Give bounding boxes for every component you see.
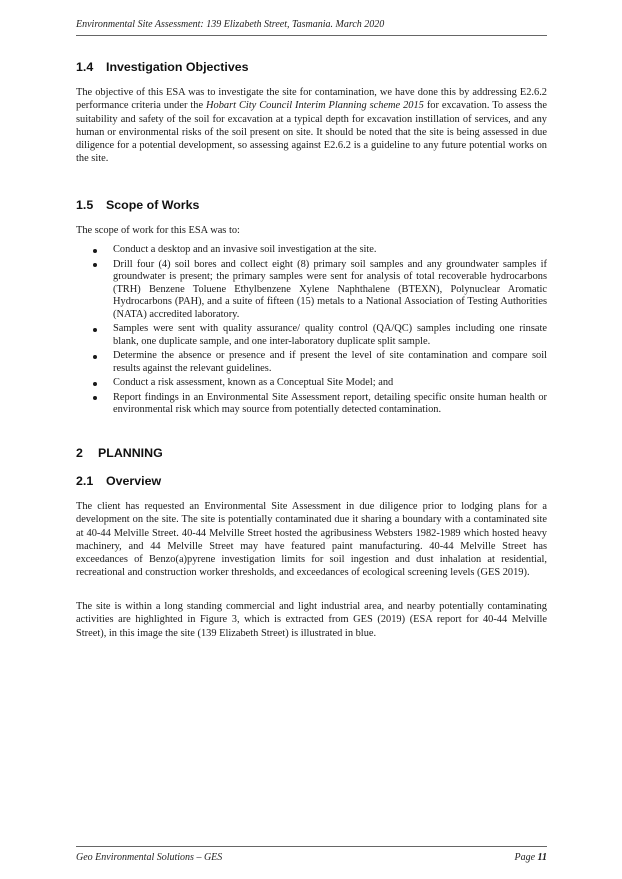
bullet-text: Report findings in an Environmental Site Assessment report, detailing specific onsite human health or environmental risk which may source from potentially detected contamination.	[113, 391, 547, 415]
section-title: Investigation Objectives	[106, 60, 249, 74]
heading-investigation-objectives	[76, 60, 249, 74]
list-item	[76, 259, 547, 322]
footer-page-number	[515, 852, 548, 863]
heading-planning	[76, 446, 163, 460]
objectives-paragraph	[76, 86, 547, 166]
header-rule	[76, 35, 547, 36]
page-header: Environmental Site Assessment: 139 Elizabeth Street, Tasmania. March 2020	[76, 19, 385, 30]
scope-intro: The scope of work for this ESA was to:	[76, 225, 240, 236]
bullet-text: Samples were sent with quality assurance/ quality control (QA/QC) samples including one rinsate blank, one duplicate sample, and one inter-laboratory duplicate split sample.	[113, 323, 547, 347]
list-item	[76, 244, 547, 257]
section-title: Overview	[106, 474, 162, 488]
page-label: Page	[514, 852, 536, 863]
section-number: 1.4	[76, 60, 94, 74]
bullet-icon	[93, 249, 97, 253]
bullet-icon	[93, 263, 97, 267]
page-number: 11	[537, 852, 547, 863]
heading-overview	[76, 474, 161, 488]
scope-bullet-list	[76, 244, 547, 419]
bullet-text: Drill four (4) soil bores and collect eight (8) primary soil samples and any groundwater samples if groundwater is present; the primary samples were sent for analysis of total recoverable hydrocarbons (TRH) Benzene Toluene Ethylbenzene Xylene Naphthalene (BTEXN), Polynuclear Aromatic Hydrocarbons (PAH), and a suite of fifteen (15) metals to a National Association of Testing Authorities (NATA) accredited laboratory.	[113, 258, 547, 320]
overview-paragraph-1: The client has requested an Environmental Site Assessment in due diligence prior to lodging plans for a development on the site. The site is potentially contaminated due it sharing a boundary with a contaminated site at 40-44 Melville Street. 40-44 Melville Street hosted the agribusiness Websters 1982-1989 which hosted heavy machinery, and 44 Melville Street may have featured paint manufacturing. 40-44 Melville Street has exceedances of Benzo(a)pyrene investigation limits for soil ingestion and dust inhalation at residential, recreational and construction worker thresholds, and exceedances of ecological screening levels (GES 2019).	[76, 501, 547, 579]
section-number: 1.5	[76, 198, 94, 212]
bullet-icon	[93, 328, 97, 332]
section-number: 2.1	[76, 474, 94, 488]
objectives-text-a: The objective of this ESA was to investigate the site for contamination, we have done this by addressing E2.6.2 performance criteria under the	[76, 87, 547, 112]
section-number: 2	[76, 446, 83, 460]
bullet-text: Conduct a risk assessment, known as a Conceptual Site Model; and	[113, 377, 394, 388]
bullet-text: Determine the absence or presence and if present the level of site contamination and compare soil results against the relevant guidelines.	[113, 350, 547, 374]
overview-paragraph-2: The site is within a long standing commercial and light industrial area, and nearby potentially contaminating activities are highlighted in Figure 3, which is extracted from GES (2019) (ESA report for 40-44 Melville Street), in this image the site (139 Elizabeth Street) is illustrated in blue.	[76, 601, 547, 639]
heading-scope-of-works	[76, 198, 199, 212]
bullet-icon	[93, 382, 97, 386]
bullet-icon	[93, 396, 97, 400]
section-title: PLANNING	[98, 446, 163, 460]
planning-scheme-name: Hobart City Council Interim Planning scheme 2015	[206, 100, 424, 112]
objectives-text-b: for excavation. To assess the suitability and safety of the soil for excavation at a typical depth for excavation instillation of services, and any human or environmental risks of the soil present on site. It should be noted that the site is being assessed in due diligence for a potential development, so assessing against E2.6.2 is a guideline to any future potential works on the site.	[76, 100, 547, 165]
list-item	[76, 392, 547, 417]
bullet-text: Conduct a desktop and an invasive soil investigation at the site.	[113, 244, 377, 255]
list-item	[76, 350, 547, 375]
list-item	[76, 377, 547, 390]
bullet-icon	[93, 355, 97, 359]
footer-company: Geo Environmental Solutions – GES	[76, 852, 223, 863]
list-item	[76, 323, 547, 348]
section-title: Scope of Works	[106, 198, 200, 212]
footer-rule	[76, 846, 547, 847]
